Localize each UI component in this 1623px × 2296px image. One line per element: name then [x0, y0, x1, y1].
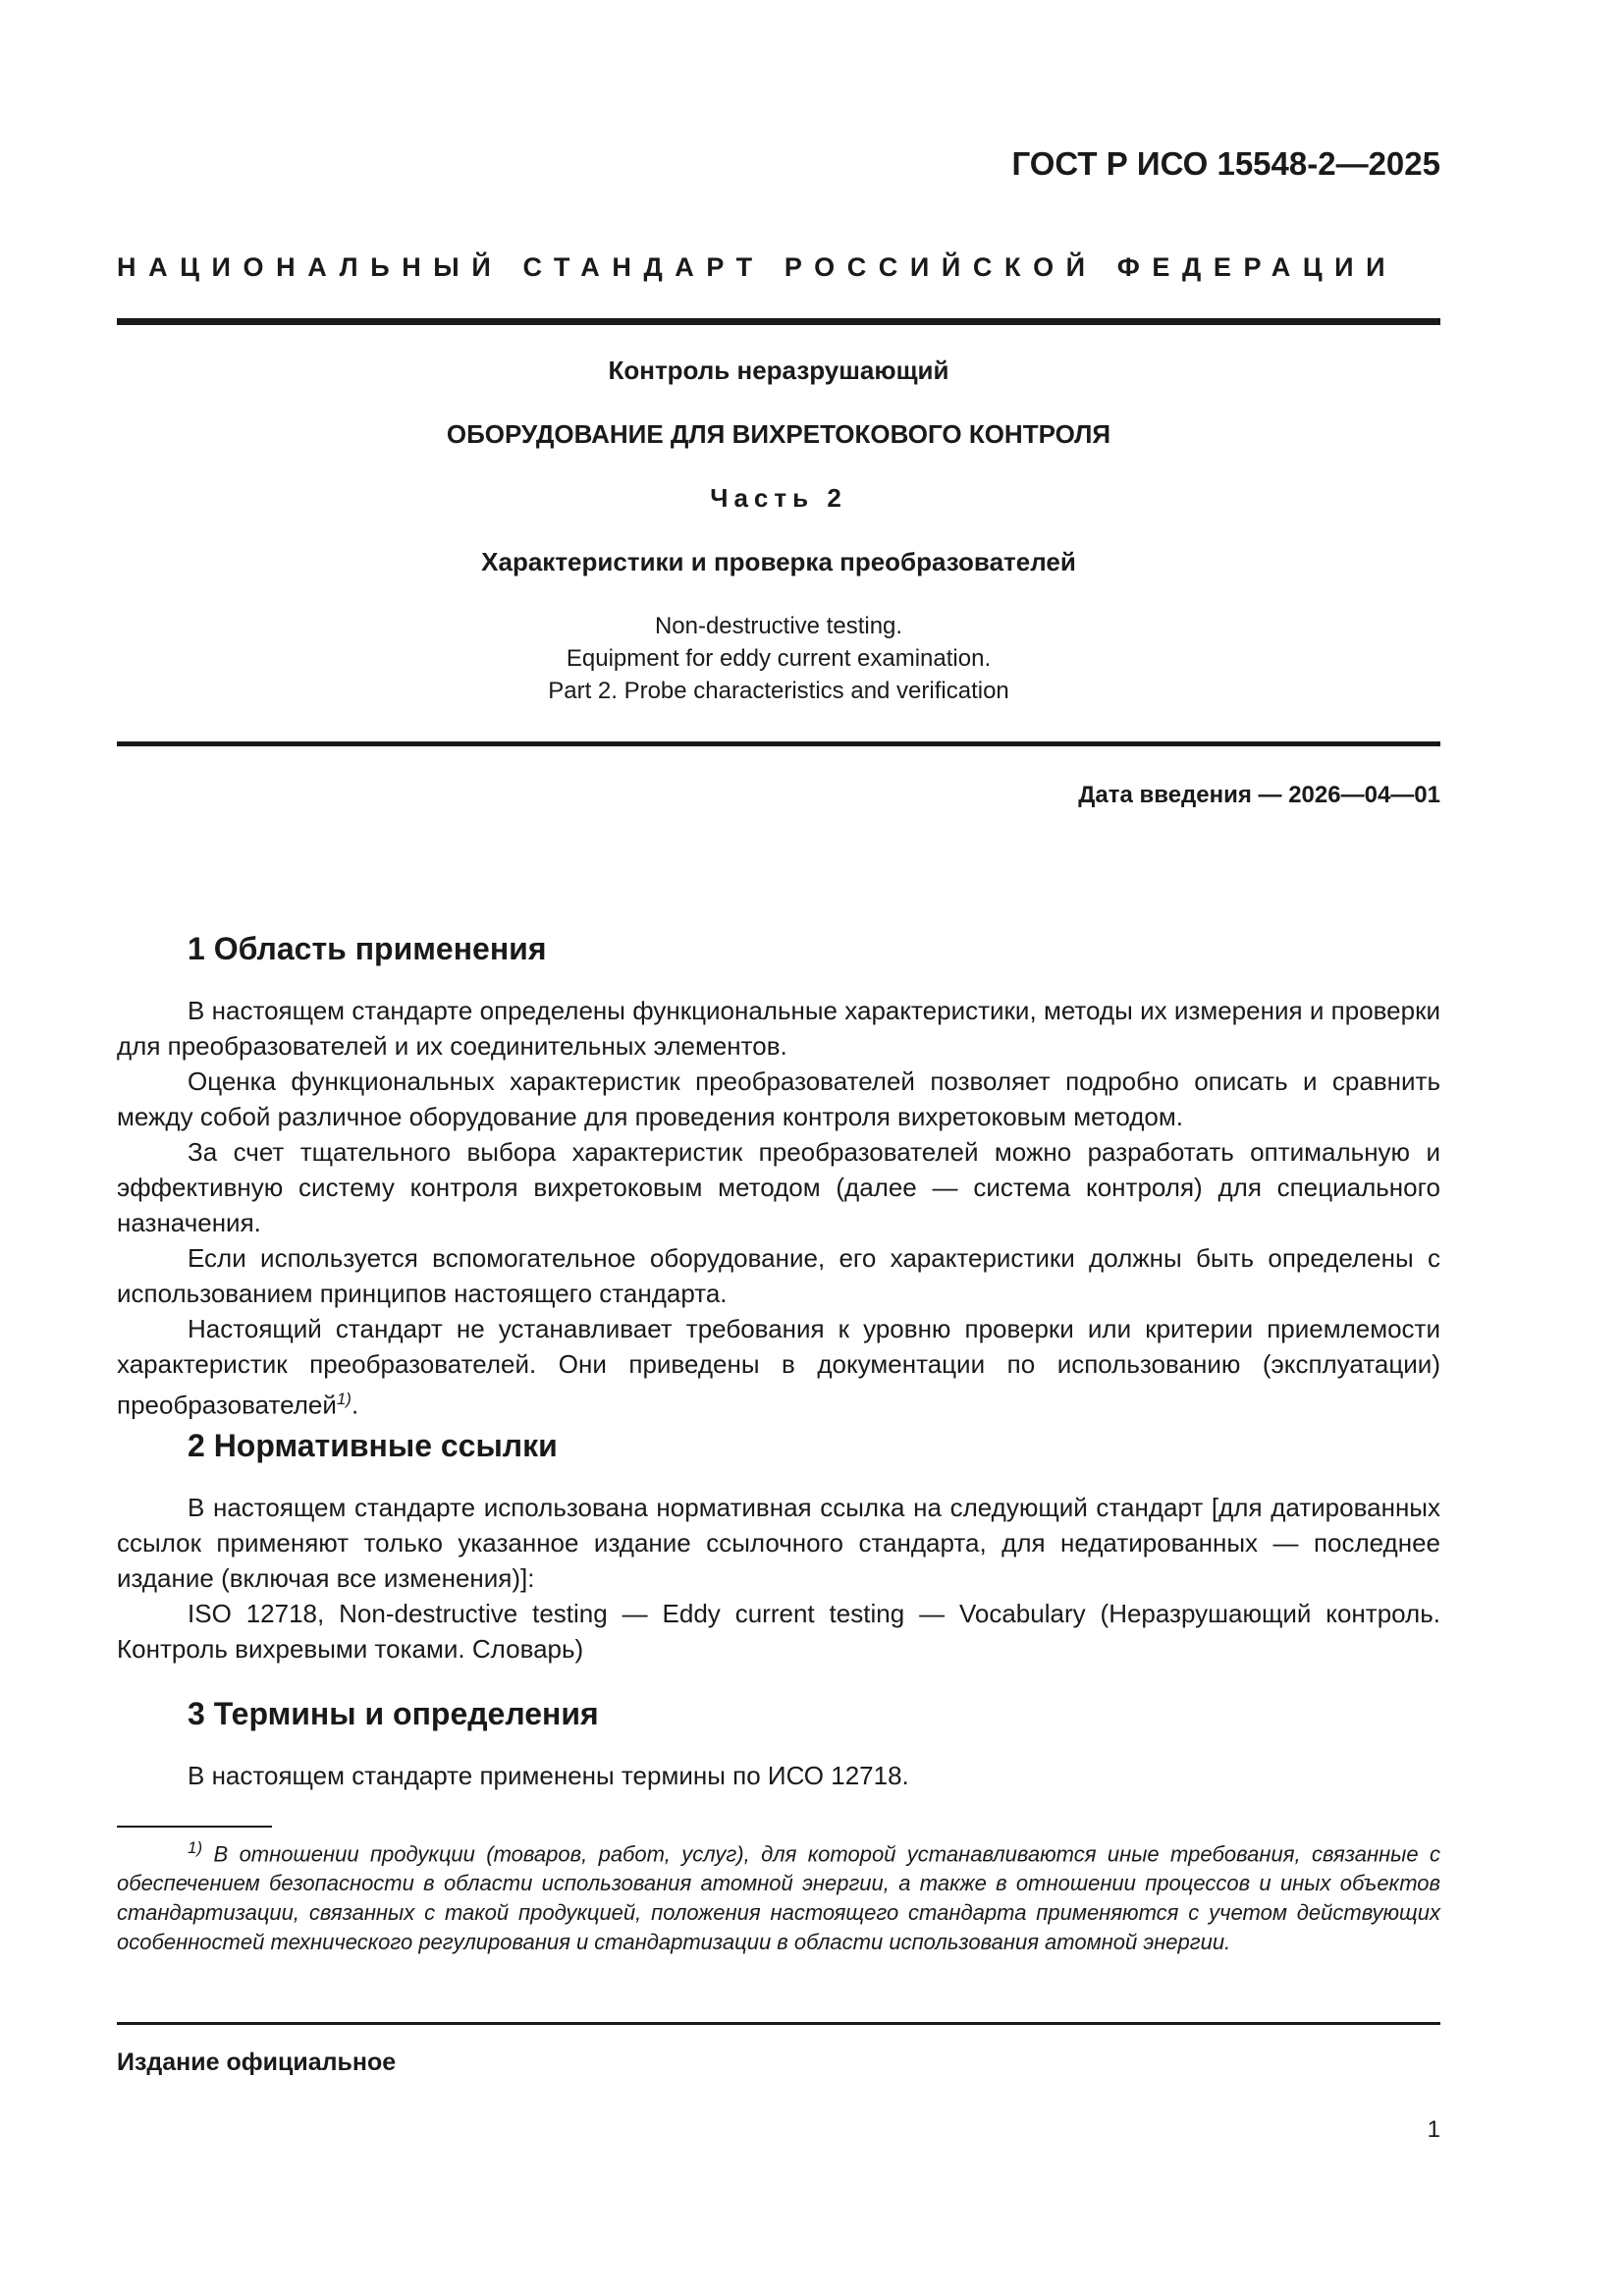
section-2-body: [117, 1490, 1440, 1667]
footnote-separator: [117, 1826, 272, 1828]
introduction-date: Дата введения — 2026—04—01: [1078, 782, 1440, 808]
section-1-body: [117, 993, 1440, 1423]
section-2-title: 2 Нормативные ссылки: [188, 1428, 558, 1463]
paragraph: В настоящем стандарте применены термины по ИСО 12718.: [188, 1761, 909, 1790]
top-rule: [117, 318, 1440, 325]
title-part: Часть 2: [710, 483, 847, 513]
english-title: [117, 610, 1440, 707]
paragraph: В настоящем стандарте использована нормативная ссылка на следующий стандарт [для датированных ссылок применяют только указанное издание ссылочного стандарта, для недатированных — последнее издание (включая все изменения)]:: [117, 1493, 1440, 1593]
footnote-reference[interactable]: 1): [336, 1390, 352, 1408]
paragraph: За счет тщательного выбора характеристик преобразователей можно разработать оптимальную и эффективную систему контроля вихретоковым методом (далее — система контроля) для специального назначения.: [117, 1137, 1440, 1237]
paragraph-text: Настоящий стандарт не устанавливает требования к уровню проверки или критерии приемлемости характеристик преобразователей. Они приведены в документации по использованию (эксплуатации) преобразователей: [117, 1314, 1440, 1420]
document-code: ГОСТ Р ИСО 15548-2—2025: [1011, 145, 1440, 182]
paragraph-end: .: [351, 1390, 359, 1420]
paragraph: Оценка функциональных характеристик преобразователей позволяет подробно описать и сравнить между собой различное оборудование для проведения контроля вихретоковым методом.: [117, 1066, 1440, 1131]
footnote-text: В отношении продукции (товаров, работ, услуг), для которой устанавливаются иные требования, связанные с обеспечением безопасности в области использования атомной энергии, а также в отношении процессов и иных объектов стандартизации, связанных с такой продукцией, положения настоящего стандарта применяются с учетом действующих особенностей технического регулирования и стандартизации в области использования атомной энергии.: [117, 1841, 1440, 1955]
national-standard-heading: НАЦИОНАЛЬНЫЙ СТАНДАРТ РОССИЙСКОЙ ФЕДЕРАЦИИ: [117, 252, 1398, 282]
paragraph: Если используется вспомогательное оборудование, его характеристики должны быть определены с использованием принципов настоящего стандарта.: [117, 1243, 1440, 1308]
english-title-line: Equipment for eddy current examination.: [566, 645, 992, 672]
english-title-line: Part 2. Probe characteristics and verification: [548, 678, 1009, 704]
edition-label: Издание официальное: [117, 2049, 397, 2076]
section-3-title: 3 Термины и определения: [188, 1696, 599, 1731]
paragraph: ISO 12718, Non-destructive testing — Eddy current testing — Vocabulary (Неразрушающий контроль. Контроль вихревыми токами. Словарь): [117, 1599, 1440, 1664]
paragraph: [117, 1311, 1440, 1423]
footnote: [117, 1833, 1440, 1957]
paragraph: В настоящем стандарте определены функциональные характеристики, методы их измерения и проверки для преобразователей и их соединительных элементов.: [117, 996, 1440, 1061]
page-number: 1: [1427, 2116, 1440, 2143]
title-line-2: ОБОРУДОВАНИЕ ДЛЯ ВИХРЕТОКОВОГО КОНТРОЛЯ: [446, 419, 1111, 449]
bottom-rule: [117, 2022, 1440, 2025]
english-title-line: Non-destructive testing.: [654, 613, 903, 639]
title-line-4: Характеристики и проверка преобразователей: [481, 547, 1076, 576]
section-1-title: 1 Область применения: [188, 931, 547, 966]
title-bottom-rule: [117, 741, 1440, 746]
title-line-1: Контроль неразрушающий: [608, 355, 949, 385]
section-3-body: [117, 1758, 1440, 1793]
footnote-mark: 1): [188, 1838, 203, 1857]
